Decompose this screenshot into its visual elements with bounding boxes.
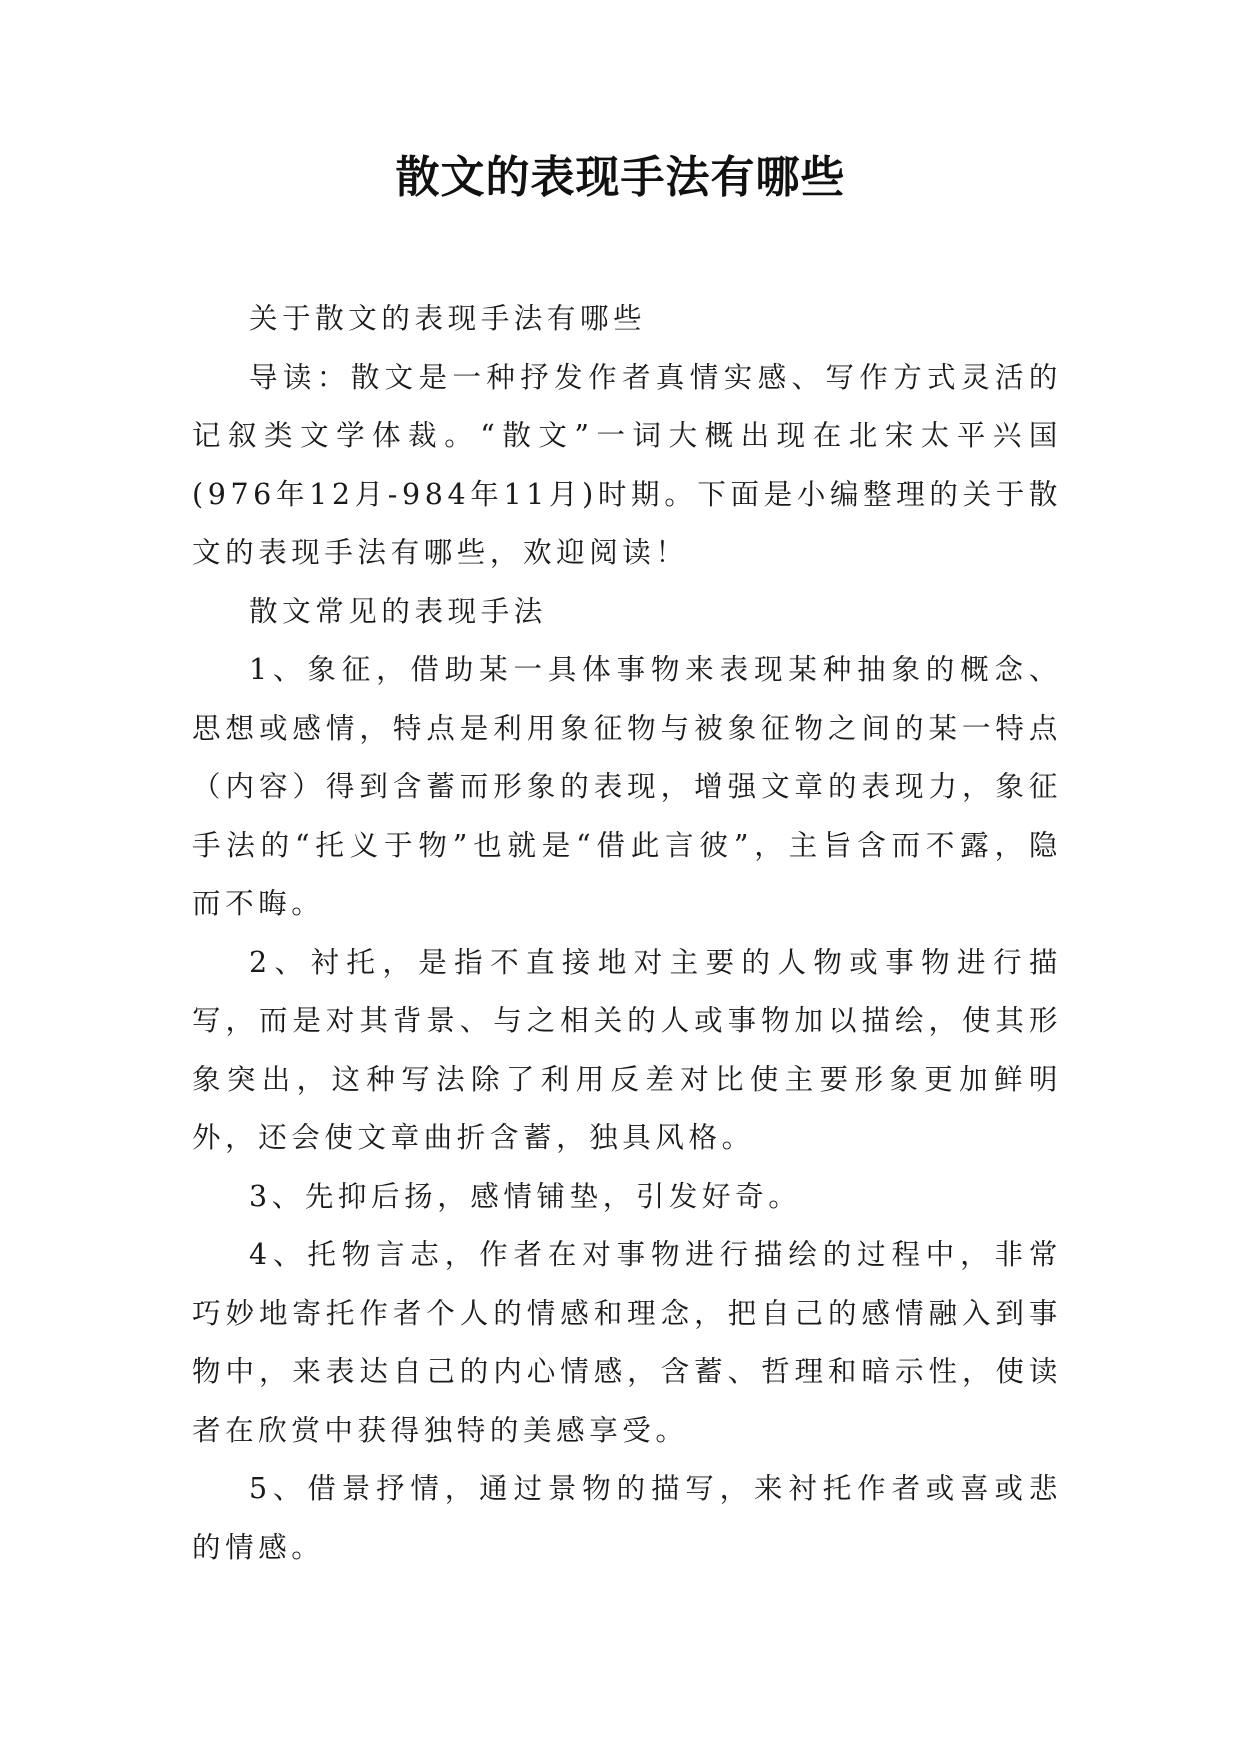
paragraph-heading: 关于散文的表现手法有哪些: [249, 302, 647, 335]
paragraph-section-heading: 散文常见的表现手法: [249, 594, 547, 628]
paragraph-item-1: 1、象征，借助某一具体事物来表现某种抽象的概念、思想或感情，特点是利用象征物与被象征物之间的某一特点（内容）得到含蓄而形象的表现，增强文章的表现力，象征手法的“托义于物”也就是“借此言彼”，主旨含而不露，隐而不晦。: [192, 653, 1062, 920]
document-title: 散文的表现手法有哪些: [395, 152, 846, 203]
paragraph-item-3: 3、先抑后扬，感情铺垫，引发好奇。: [249, 1179, 802, 1213]
document-body: [192, 290, 1062, 1577]
paragraph-intro: 导读：散文是一种抒发作者真情实感、写作方式灵活的记叙类文学体裁。“散文”一词大概出现在北宋太平兴国(976年12月-984年11月)时期。下面是小编整理的关于散文的表现手法有哪些，欢迎阅读！: [192, 360, 1062, 569]
paragraph-item-2: 2、衬托，是指不直接地对主要的人物或事物进行描写，而是对其背景、与之相关的人或事物加以描绘，使其形象突出，这种写法除了利用反差对比使主要形象更加鲜明外，还会使文章曲折含蓄，独具风格。: [192, 945, 1062, 1154]
paragraph-item-4: 4、托物言志，作者在对事物进行描绘的过程中，非常巧妙地寄托作者个人的情感和理念，把自己的感情融入到事物中，来表达自己的内心情感，含蓄、哲理和暗示性，使读者在欣赏中获得独特的美感享受。: [192, 1238, 1062, 1447]
paragraph-item-5: 5、借景抒情，通过景物的描写，来衬托作者或喜或悲的情感。: [192, 1472, 1062, 1564]
